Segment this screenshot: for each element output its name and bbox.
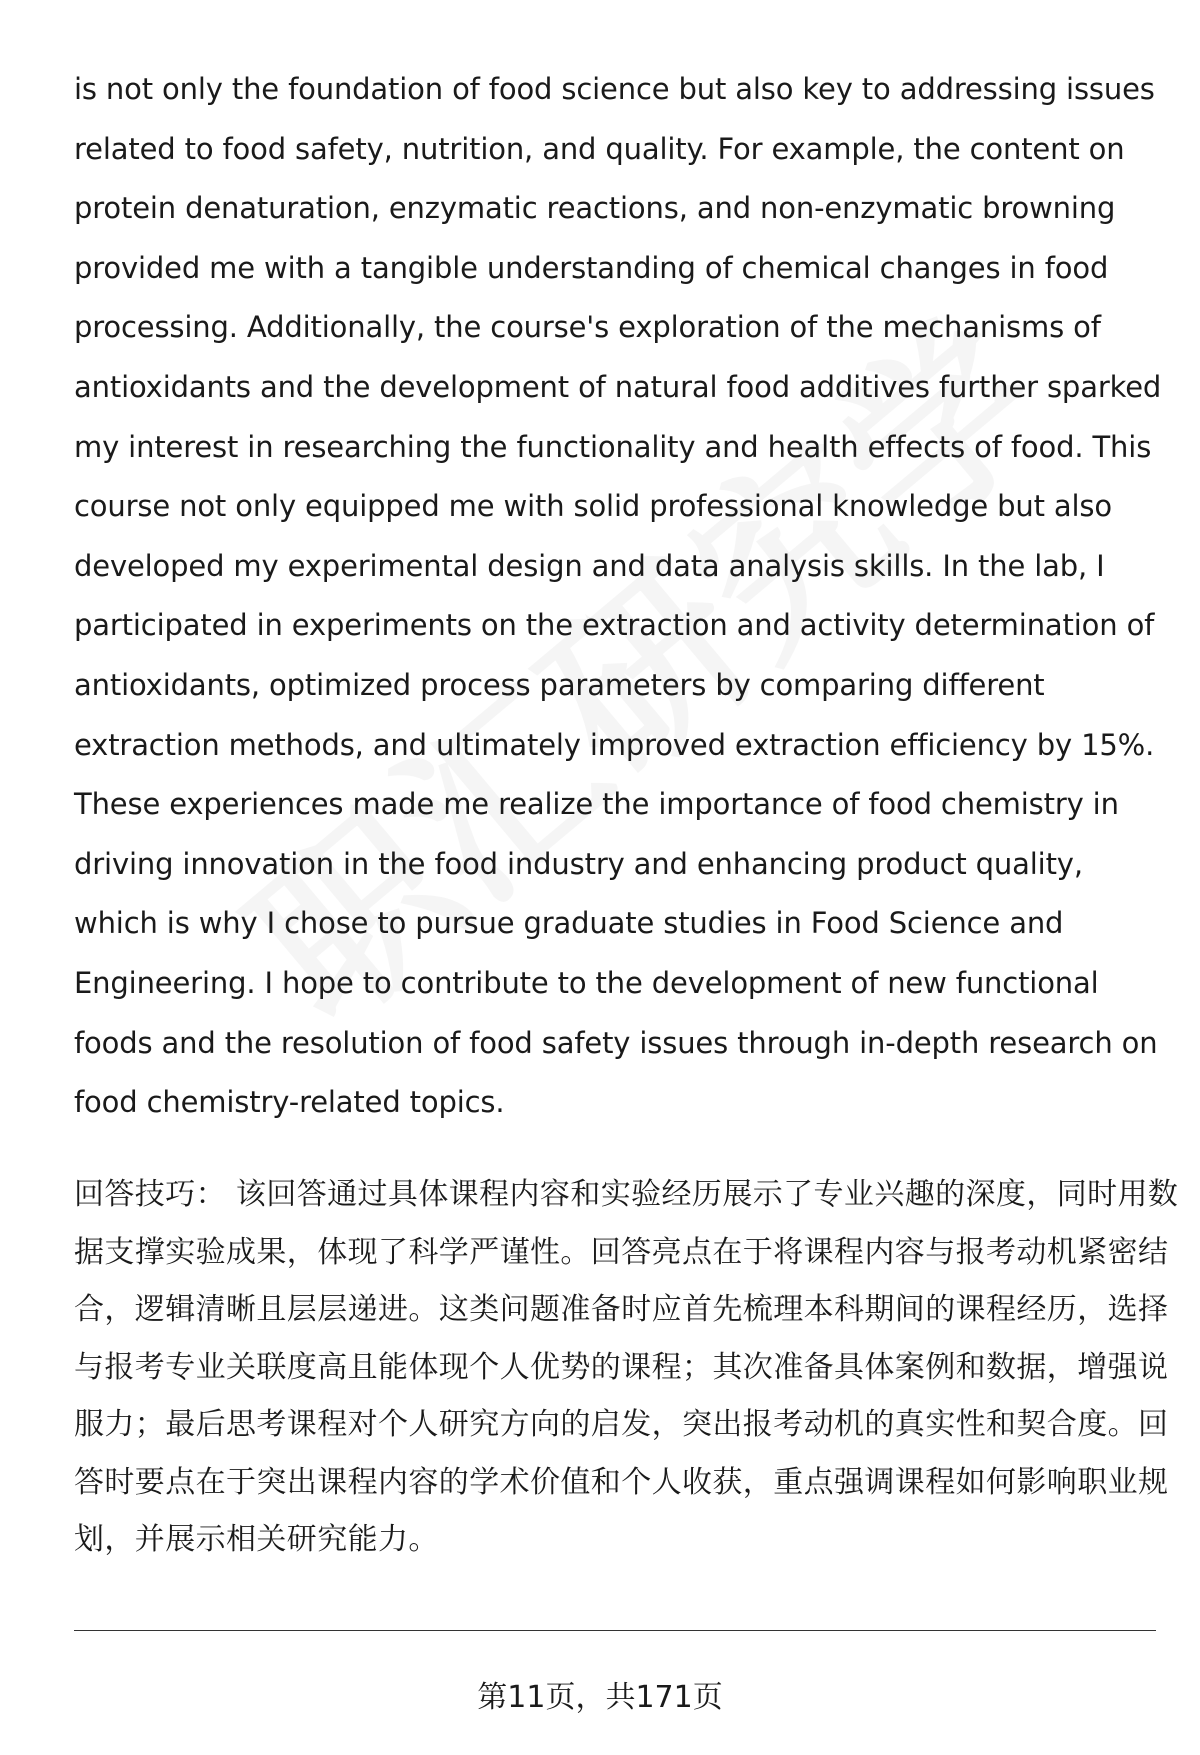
answer-paragraph [74, 60, 1160, 1133]
answer-line: developed my experimental design and data analysis skills. In the lab, I [74, 548, 1105, 583]
answer-line: participated in experiments on the extraction and activity determination of [74, 608, 1155, 643]
answer-line: food chemistry-related topics. [74, 1085, 505, 1120]
tips-line: 合，逻辑清晰且层层递进。这类问题准备时应首先梳理本科期间的课程经历，选择 [74, 1292, 1169, 1327]
answer-line: Engineering. I hope to contribute to the development of new functional [74, 965, 1099, 1000]
answer-line: antioxidants, optimized process parameters by comparing different [74, 667, 1045, 702]
answer-line: protein denaturation, enzymatic reactions, and non-enzymatic browning [74, 191, 1116, 226]
answer-line: is not only the foundation of food science but also key to addressing issues [74, 72, 1155, 106]
tips-line: 划，并展示相关研究能力。 [74, 1522, 439, 1557]
answer-line: driving innovation in the food industry and enhancing product quality, [74, 846, 1083, 881]
tips-line: 据支撑实验成果，体现了科学严谨性。回答亮点在于将课程内容与报考动机紧密结 [74, 1234, 1169, 1270]
footer-divider [74, 1630, 1156, 1631]
tips-line: 与报考专业关联度高且能体现个人优势的课程；其次准备具体案例和数据，增强说 [74, 1349, 1169, 1385]
page-number: 第11页，共171页 [477, 1680, 723, 1715]
answer-line: provided me with a tangible understanding of chemical changes in food [74, 250, 1109, 285]
answer-tips-paragraph [74, 1166, 1179, 1569]
answer-line: course not only equipped me with solid professional knowledge but also [74, 489, 1112, 524]
tips-line: 答时要点在于突出课程内容的学术价值和个人收获，重点强调课程如何影响职业规 [74, 1464, 1169, 1500]
answer-line: processing. Additionally, the course's exploration of the mechanisms of [74, 310, 1101, 345]
answer-line: antioxidants and the development of natural food additives further sparked [74, 369, 1162, 404]
answer-line: related to food safety, nutrition, and quality. For example, the content on [74, 131, 1125, 166]
answer-line: These experiences made me realize the importance of food chemistry in [74, 787, 1119, 822]
tips-line: 服力；最后思考课程对个人研究方向的启发，突出报考动机的真实性和契合度。回 [74, 1407, 1169, 1442]
answer-line: foods and the resolution of food safety issues through in-depth research on [74, 1025, 1158, 1060]
answer-line: which is why I chose to pursue graduate studies in Food Science and [74, 906, 1064, 941]
tips-line: 回答技巧： 该回答通过具体课程内容和实验经历展示了专业兴趣的深度，同时用数 [74, 1177, 1179, 1212]
answer-line: my interest in researching the functionality and health effects of food. This [74, 429, 1152, 464]
answer-line: extraction methods, and ultimately improved extraction efficiency by 15%. [74, 727, 1155, 762]
